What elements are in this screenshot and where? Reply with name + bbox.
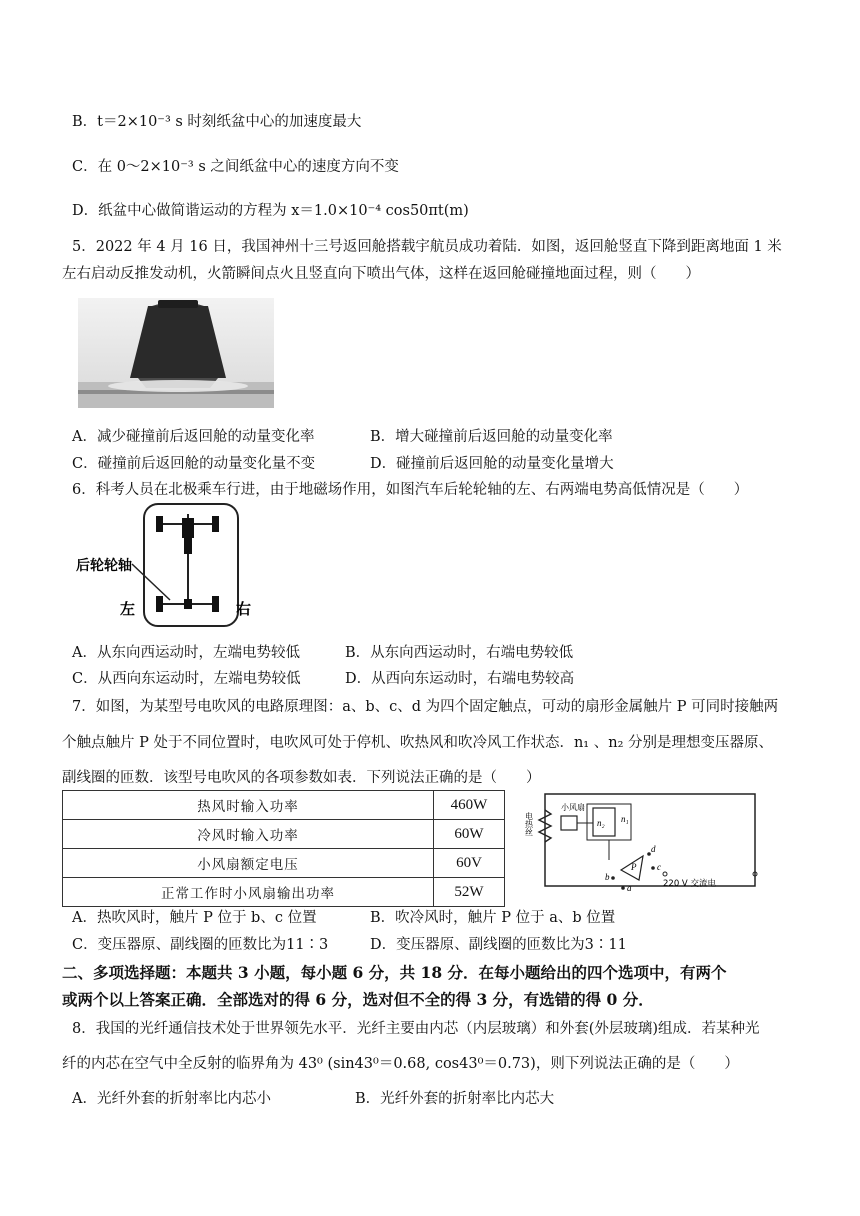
table-value: 60V	[434, 849, 505, 878]
right-label: 右	[236, 600, 252, 618]
section2-heading-line2: 或两个以上答案正确．全部选对的得 6 分，选对但不全的得 3 分，有选错的得 0 分．	[62, 990, 654, 1009]
q6-option-d: D．从西向东运动时，右端电势较高	[345, 671, 575, 687]
q7-stem-line1: 7．如图，为某型号电吹风的电路原理图：a、b、c、d 为四个固定触点，可动的扇形金属触片 P 可同时接触两	[72, 699, 779, 715]
capsule-photo	[78, 298, 274, 408]
table-value: 52W	[434, 878, 505, 907]
q7-option-d: D．变压器原、副线圈的匝数比为3∶11	[370, 937, 627, 953]
heater-label: 电热丝	[525, 812, 534, 836]
n2-label: n₂	[597, 818, 605, 828]
parameter-table	[62, 790, 505, 907]
q6-option-c: C．从西向东运动时，左端电势较低	[72, 671, 301, 687]
supply-label: 220 V 交流电	[663, 879, 716, 889]
q8-stem-line2: 纤的内芯在空气中全反射的临界角为 43⁰ (sin43⁰＝0.68, cos43⁰＝0.73)，则下列说法正确的是（ ）	[62, 1056, 739, 1072]
q8-option-b: B．光纤外套的折射率比内芯大	[355, 1091, 555, 1107]
table-label: 冷风时输入功率	[63, 820, 434, 849]
q5-stem-line1: 5．2022 年 4 月 16 日，我国神州十三号返回舱搭载宇航员成功着陆．如图，返回舱竖直下降到距离地面 1 米	[72, 239, 782, 255]
table-row	[63, 820, 505, 849]
q4-option-b: B．t＝2×10⁻³ s 时刻纸盆中心的加速度最大	[72, 114, 362, 130]
q5-option-b: B．增大碰撞前后返回舱的动量变化率	[370, 429, 613, 445]
table-label: 热风时输入功率	[63, 791, 434, 820]
q7-option-b: B．吹冷风时，触片 P 位于 a、b 位置	[370, 910, 616, 926]
table-row	[63, 878, 505, 907]
q4-option-d: D．纸盆中心做简谐运动的方程为 x＝1.0×10⁻⁴ cos50πt(m)	[72, 203, 469, 219]
q7-option-c: C．变压器原、副线圈的匝数比为11∶3	[72, 937, 329, 953]
q7-option-a: A．热吹风时，触片 P 位于 b、c 位置	[72, 910, 317, 926]
q5-option-a: A．减少碰撞前后返回舱的动量变化率	[72, 429, 315, 445]
table-row	[63, 849, 505, 878]
table-row	[63, 791, 505, 820]
a-label: a	[627, 883, 632, 893]
q5-option-c: C．碰撞前后返回舱的动量变化量不变	[72, 456, 316, 472]
fan-label: 小风扇	[561, 803, 585, 812]
car-axle-diagram	[70, 500, 270, 630]
section2-heading-line1: 二、多项选择题：本题共 3 小题，每小题 6 分，共 18 分．在每小题给出的四个选项中，有两个	[62, 963, 727, 982]
q4-option-c: C．在 0～2×10⁻³ s 之间纸盆中心的速度方向不变	[72, 159, 399, 175]
table-value: 60W	[434, 820, 505, 849]
hair-dryer-circuit	[525, 790, 765, 894]
q8-option-a: A．光纤外套的折射率比内芯小	[72, 1091, 271, 1107]
q7-stem-line3: 副线圈的匝数．该型号电吹风的各项参数如表．下列说法正确的是（ ）	[62, 770, 541, 786]
q7-stem-line2: 个触点触片 P 处于不同位置时，电吹风可处于停机、吹热风和吹冷风工作状态．n₁ 、n₂ 分别是理想变压器原、	[62, 735, 773, 751]
p-label: P	[631, 862, 637, 872]
q6-stem: 6．科考人员在北极乘车行进，由于地磁场作用，如图汽车后轮轮轴的左、右两端电势高低情况是（ ）	[72, 482, 749, 498]
d-label: d	[651, 844, 656, 854]
table-value: 460W	[434, 791, 505, 820]
axle-label: 后轮轮轴	[76, 558, 132, 574]
c-label: c	[657, 862, 661, 872]
b-label: b	[605, 872, 610, 882]
left-label: 左	[120, 600, 136, 618]
table-label: 正常工作时小风扇输出功率	[63, 878, 434, 907]
q6-option-a: A．从东向西运动时，左端电势较低	[72, 645, 300, 661]
n1-label: n₁	[621, 814, 629, 824]
q5-option-d: D．碰撞前后返回舱的动量变化量增大	[370, 456, 614, 472]
q6-option-b: B．从东向西运动时，右端电势较低	[345, 645, 574, 661]
table-label: 小风扇额定电压	[63, 849, 434, 878]
q5-stem-line2: 左右启动反推发动机，火箭瞬间点火且竖直向下喷出气体，这样在返回舱碰撞地面过程，则（ ）	[62, 266, 700, 282]
q8-stem-line1: 8．我国的光纤通信技术处于世界领先水平．光纤主要由内芯（内层玻璃）和外套(外层玻璃)组成．若某种光	[72, 1021, 760, 1037]
